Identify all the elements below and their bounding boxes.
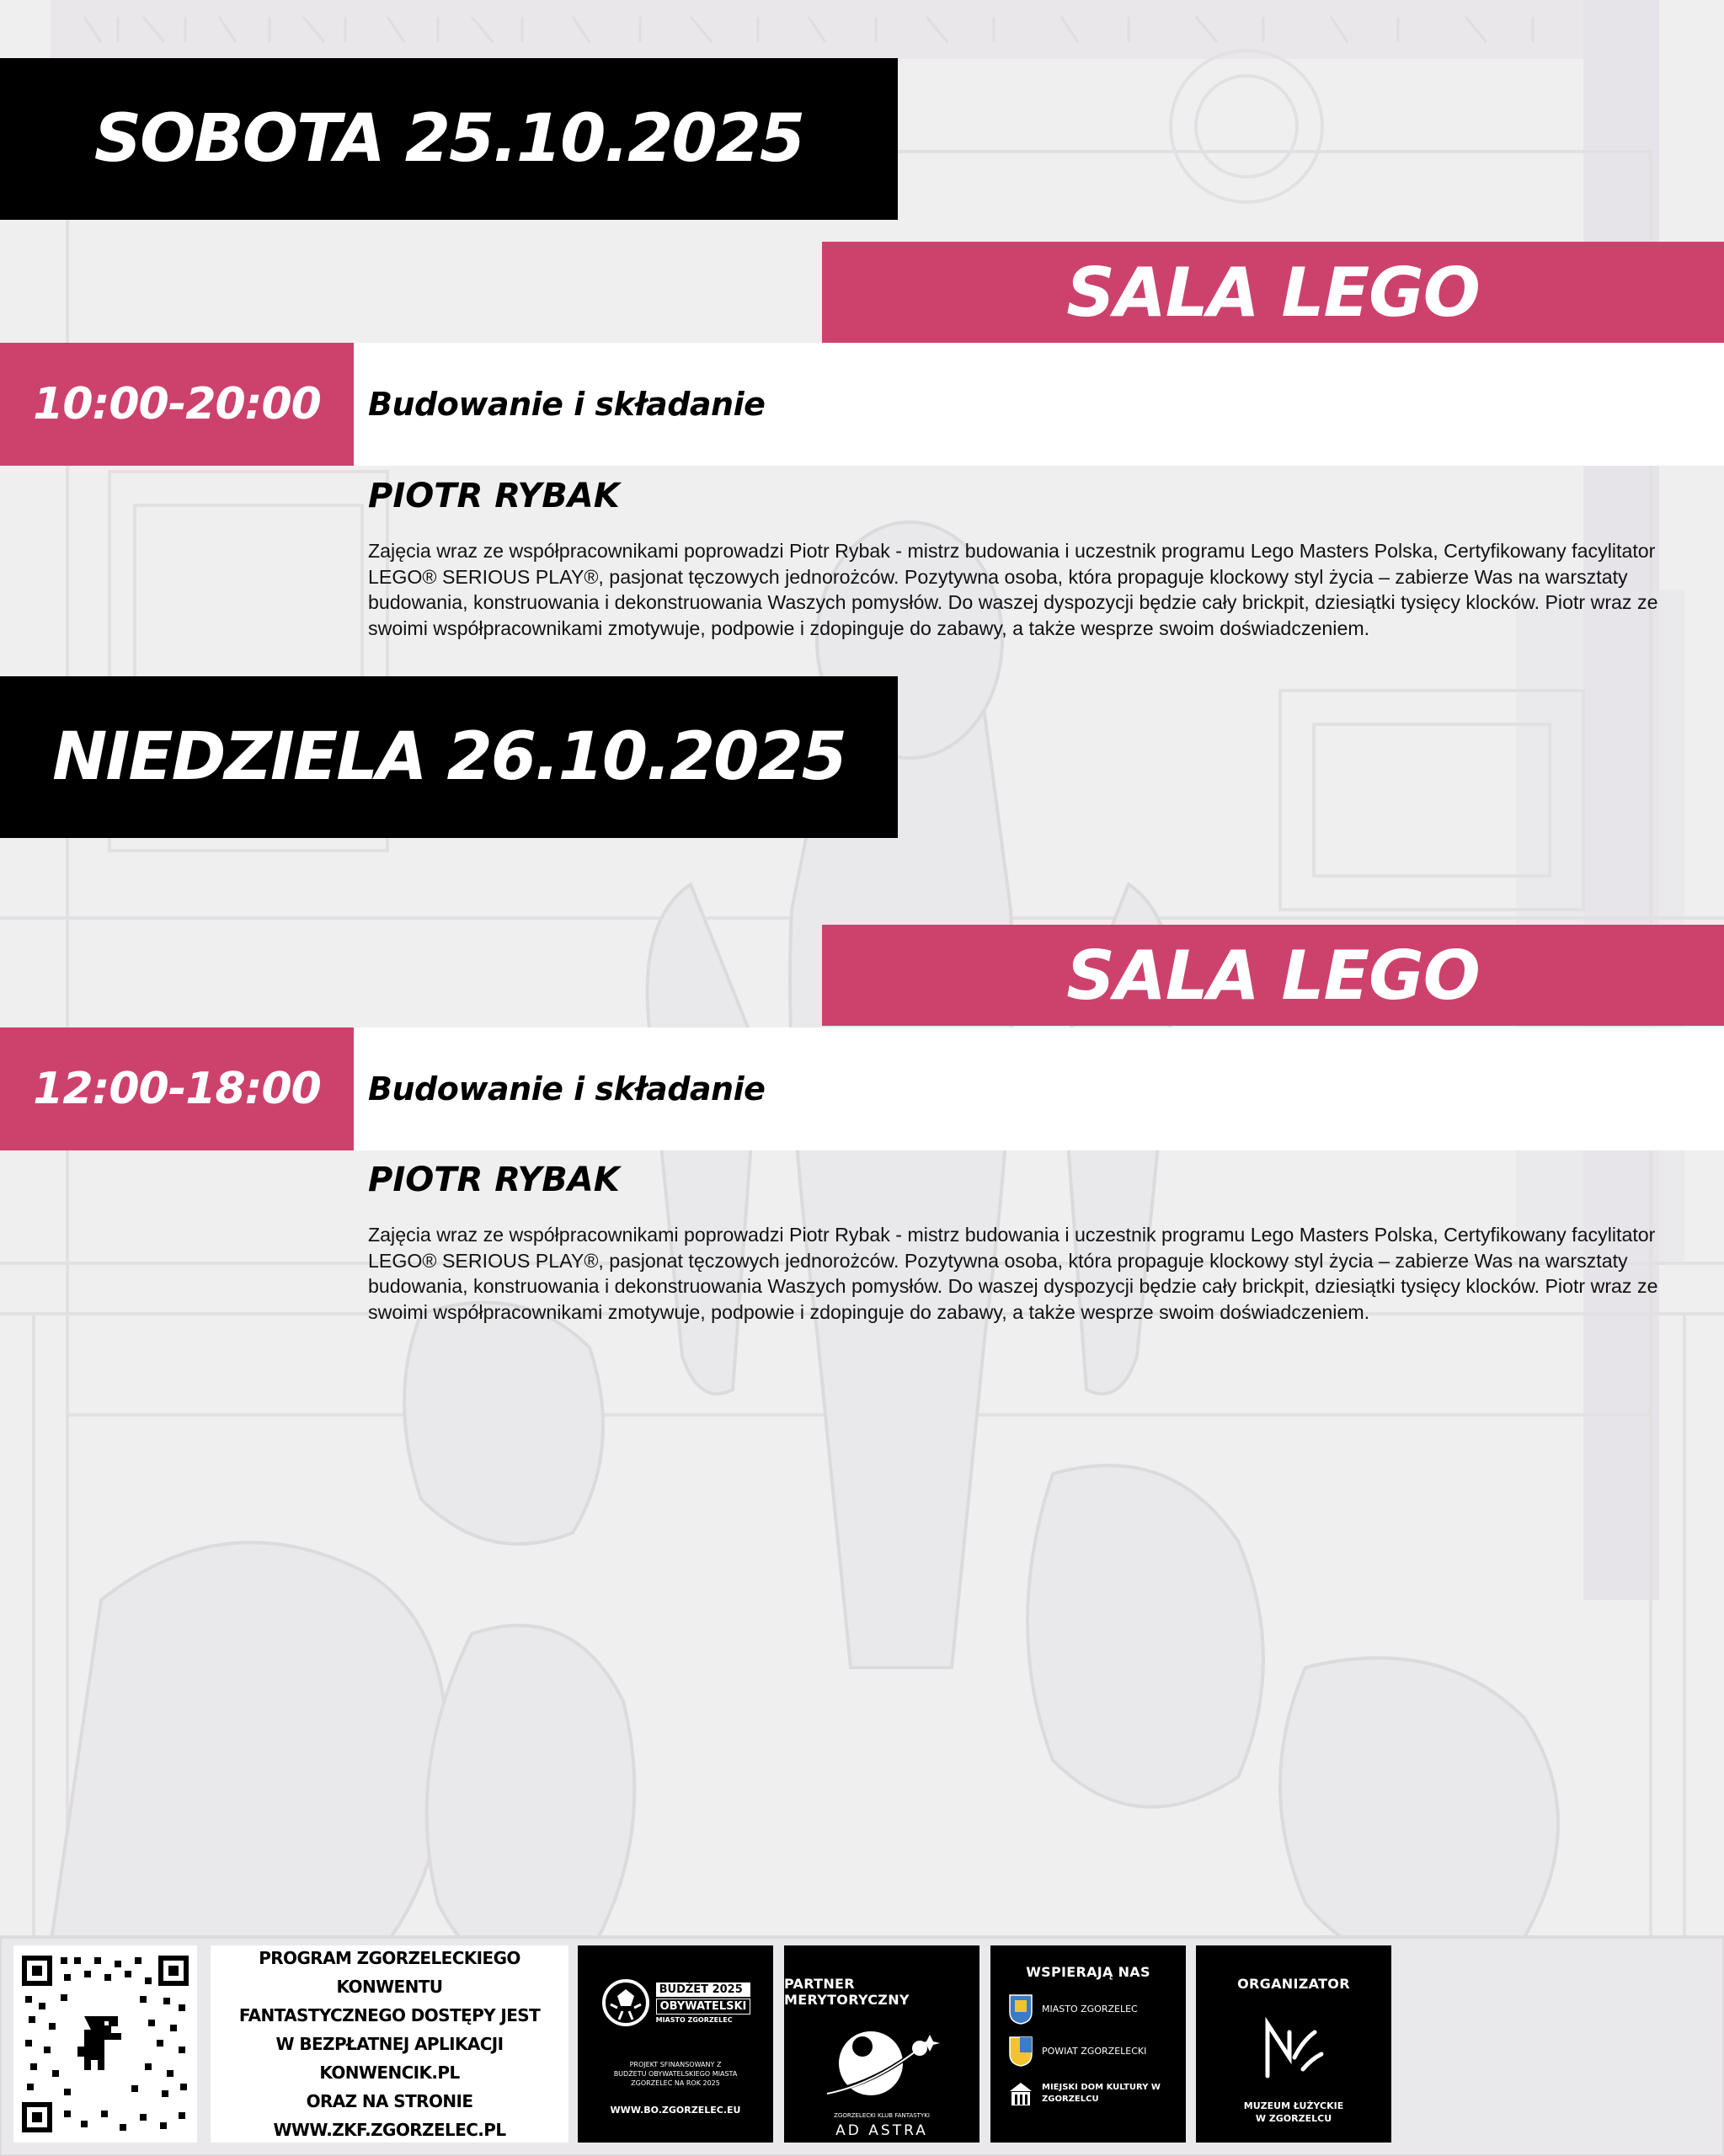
organizer-name-line: W ZGORZELCU bbox=[1255, 2113, 1332, 2124]
event-title-label: Budowanie i składanie bbox=[368, 1070, 766, 1107]
info-line: FANTASTYCZNEGO DOSTĘPY JEST bbox=[238, 2005, 541, 2025]
event-title bbox=[354, 1027, 1724, 1150]
organizer-name-line: MUZEUM ŁUŻYCKIE bbox=[1243, 2100, 1344, 2111]
organizer-heading: ORGANIZATOR bbox=[1237, 1976, 1350, 1992]
partner-box bbox=[784, 1945, 979, 2143]
event-row-sunday bbox=[0, 1027, 1724, 1150]
program-info bbox=[211, 1945, 568, 2143]
budzet-title: BUDŻET 2025 bbox=[656, 1983, 751, 1997]
supporter-label: MIASTO ZGORZELEC bbox=[1042, 2004, 1138, 2015]
event-title bbox=[354, 343, 1724, 466]
supporter-miasto bbox=[1008, 1993, 1168, 2025]
event-title-label: Budowanie i składanie bbox=[368, 386, 766, 423]
county-crest-icon bbox=[1008, 2036, 1033, 2068]
supporter-powiat bbox=[1008, 2036, 1168, 2068]
speaker-name: PIOTR RYBAK bbox=[368, 477, 620, 515]
budzet-subtitle: OBYWATELSKI bbox=[656, 1999, 751, 2015]
info-line: W BEZPŁATNEJ APLIKACJI bbox=[275, 2034, 504, 2054]
info-link-app[interactable]: KONWENCIK.PL bbox=[319, 2063, 460, 2083]
event-row-saturday bbox=[0, 343, 1724, 466]
speaker-description: Zajęcia wraz ze współpracownikami poprowadzi Piotr Rybak - mistrz budowania i uczestnik programu Lego Masters Polska, Certyfikowany facylitator LEGO® SERIOUS PLAY®, pasjonat tęczowych jednorożców. Pozytywna osoba, która propaguje klockowy styl życia – zabierze Was na warsztaty budowania, konstruowania i dekonstruowania Waszych pomysłów. Do waszej dyspozycji będzie cały brickpit, dziesiątki tysięcy klocków. Piotr wraz ze swoimi współpracownikami zmotywuje, podpowie i zdopinguje do zabawy, a także wesprze swoim doświadczeniem. bbox=[368, 1224, 1658, 1323]
football-icon bbox=[600, 1977, 651, 2028]
room-label: SALA LEGO bbox=[1066, 936, 1480, 1015]
day-date-label: NIEDZIELA 26.10.2025 bbox=[52, 719, 846, 795]
event-time bbox=[0, 343, 354, 466]
info-link-website[interactable]: WWW.ZKF.ZGORZELEC.PL bbox=[273, 2120, 506, 2140]
organizer-name bbox=[1244, 2100, 1343, 2125]
supporter-label: POWIAT ZGORZELECKI bbox=[1042, 2046, 1147, 2057]
event-time-label: 12:00-18:00 bbox=[33, 1064, 321, 1114]
day-header-saturday bbox=[0, 58, 898, 220]
partner-heading: PARTNER MERYTORYCZNY bbox=[784, 1976, 910, 2008]
room-header-sunday bbox=[822, 925, 1724, 1026]
budzet-obywatelski-logo bbox=[578, 1945, 773, 2143]
day-header-sunday bbox=[0, 676, 898, 838]
speaker-name: PIOTR RYBAK bbox=[368, 1161, 620, 1199]
event-time-label: 10:00-20:00 bbox=[33, 379, 321, 430]
supporters-heading: WSPIERAJĄ NAS bbox=[1026, 1964, 1150, 1980]
budzet-city: MIASTO ZGORZELEC bbox=[655, 2015, 733, 2024]
budzet-logo-mark bbox=[600, 1977, 751, 2028]
supporter-mdk bbox=[1008, 2078, 1168, 2110]
city-crest-icon bbox=[1008, 1993, 1033, 2025]
partner-club-small: ZGORZELECKI KLUB FANTASTYKI bbox=[834, 2112, 930, 2119]
info-line: ORAZ NA STRONIE bbox=[306, 2091, 473, 2111]
budzet-note: PROJEKT SFINANSOWANY Z BUDŻETU OBYWATELSKIEGO MIASTA ZGORZELEC NA ROK 2025 bbox=[613, 2061, 738, 2087]
day-date-label: SOBOTA 25.10.2025 bbox=[93, 101, 804, 177]
room-label: SALA LEGO bbox=[1066, 253, 1480, 332]
ad-astra-logo-icon bbox=[819, 2016, 945, 2109]
building-icon bbox=[1008, 2078, 1033, 2110]
room-header-saturday bbox=[822, 242, 1724, 343]
supporter-label: MIEJSKI DOM KULTURY W ZGORZELCU bbox=[1042, 2083, 1161, 2104]
qr-code-icon bbox=[13, 1945, 197, 2143]
supporters-box bbox=[990, 1945, 1186, 2143]
partner-club-name: AD ASTRA bbox=[835, 2122, 928, 2139]
muzeum-logo-icon bbox=[1256, 2010, 1332, 2086]
event-time bbox=[0, 1027, 354, 1150]
budzet-url[interactable]: WWW.BO.ZGORZELEC.EU bbox=[610, 2105, 741, 2116]
info-line: PROGRAM ZGORZELECKIEGO KONWENTU bbox=[259, 1948, 520, 1997]
speaker-description: Zajęcia wraz ze współpracownikami poprowadzi Piotr Rybak - mistrz budowania i uczestnik programu Lego Masters Polska, Certyfikowany facylitator LEGO® SERIOUS PLAY®, pasjonat tęczowych jednorożców. Pozytywna osoba, która propaguje klockowy styl życia – zabierze Was na warsztaty budowania, konstruowania i dekonstruowania Waszych pomysłów. Do waszej dyspozycji będzie cały brickpit, dziesiątki tysięcy klocków. Piotr wraz ze swoimi współpracownikami zmotywuje, podpowie i zdopinguje do zabawy, a także wesprze swoim doświadczeniem. bbox=[368, 540, 1658, 639]
qr-code[interactable] bbox=[13, 1945, 197, 2143]
organizer-box bbox=[1196, 1945, 1391, 2143]
